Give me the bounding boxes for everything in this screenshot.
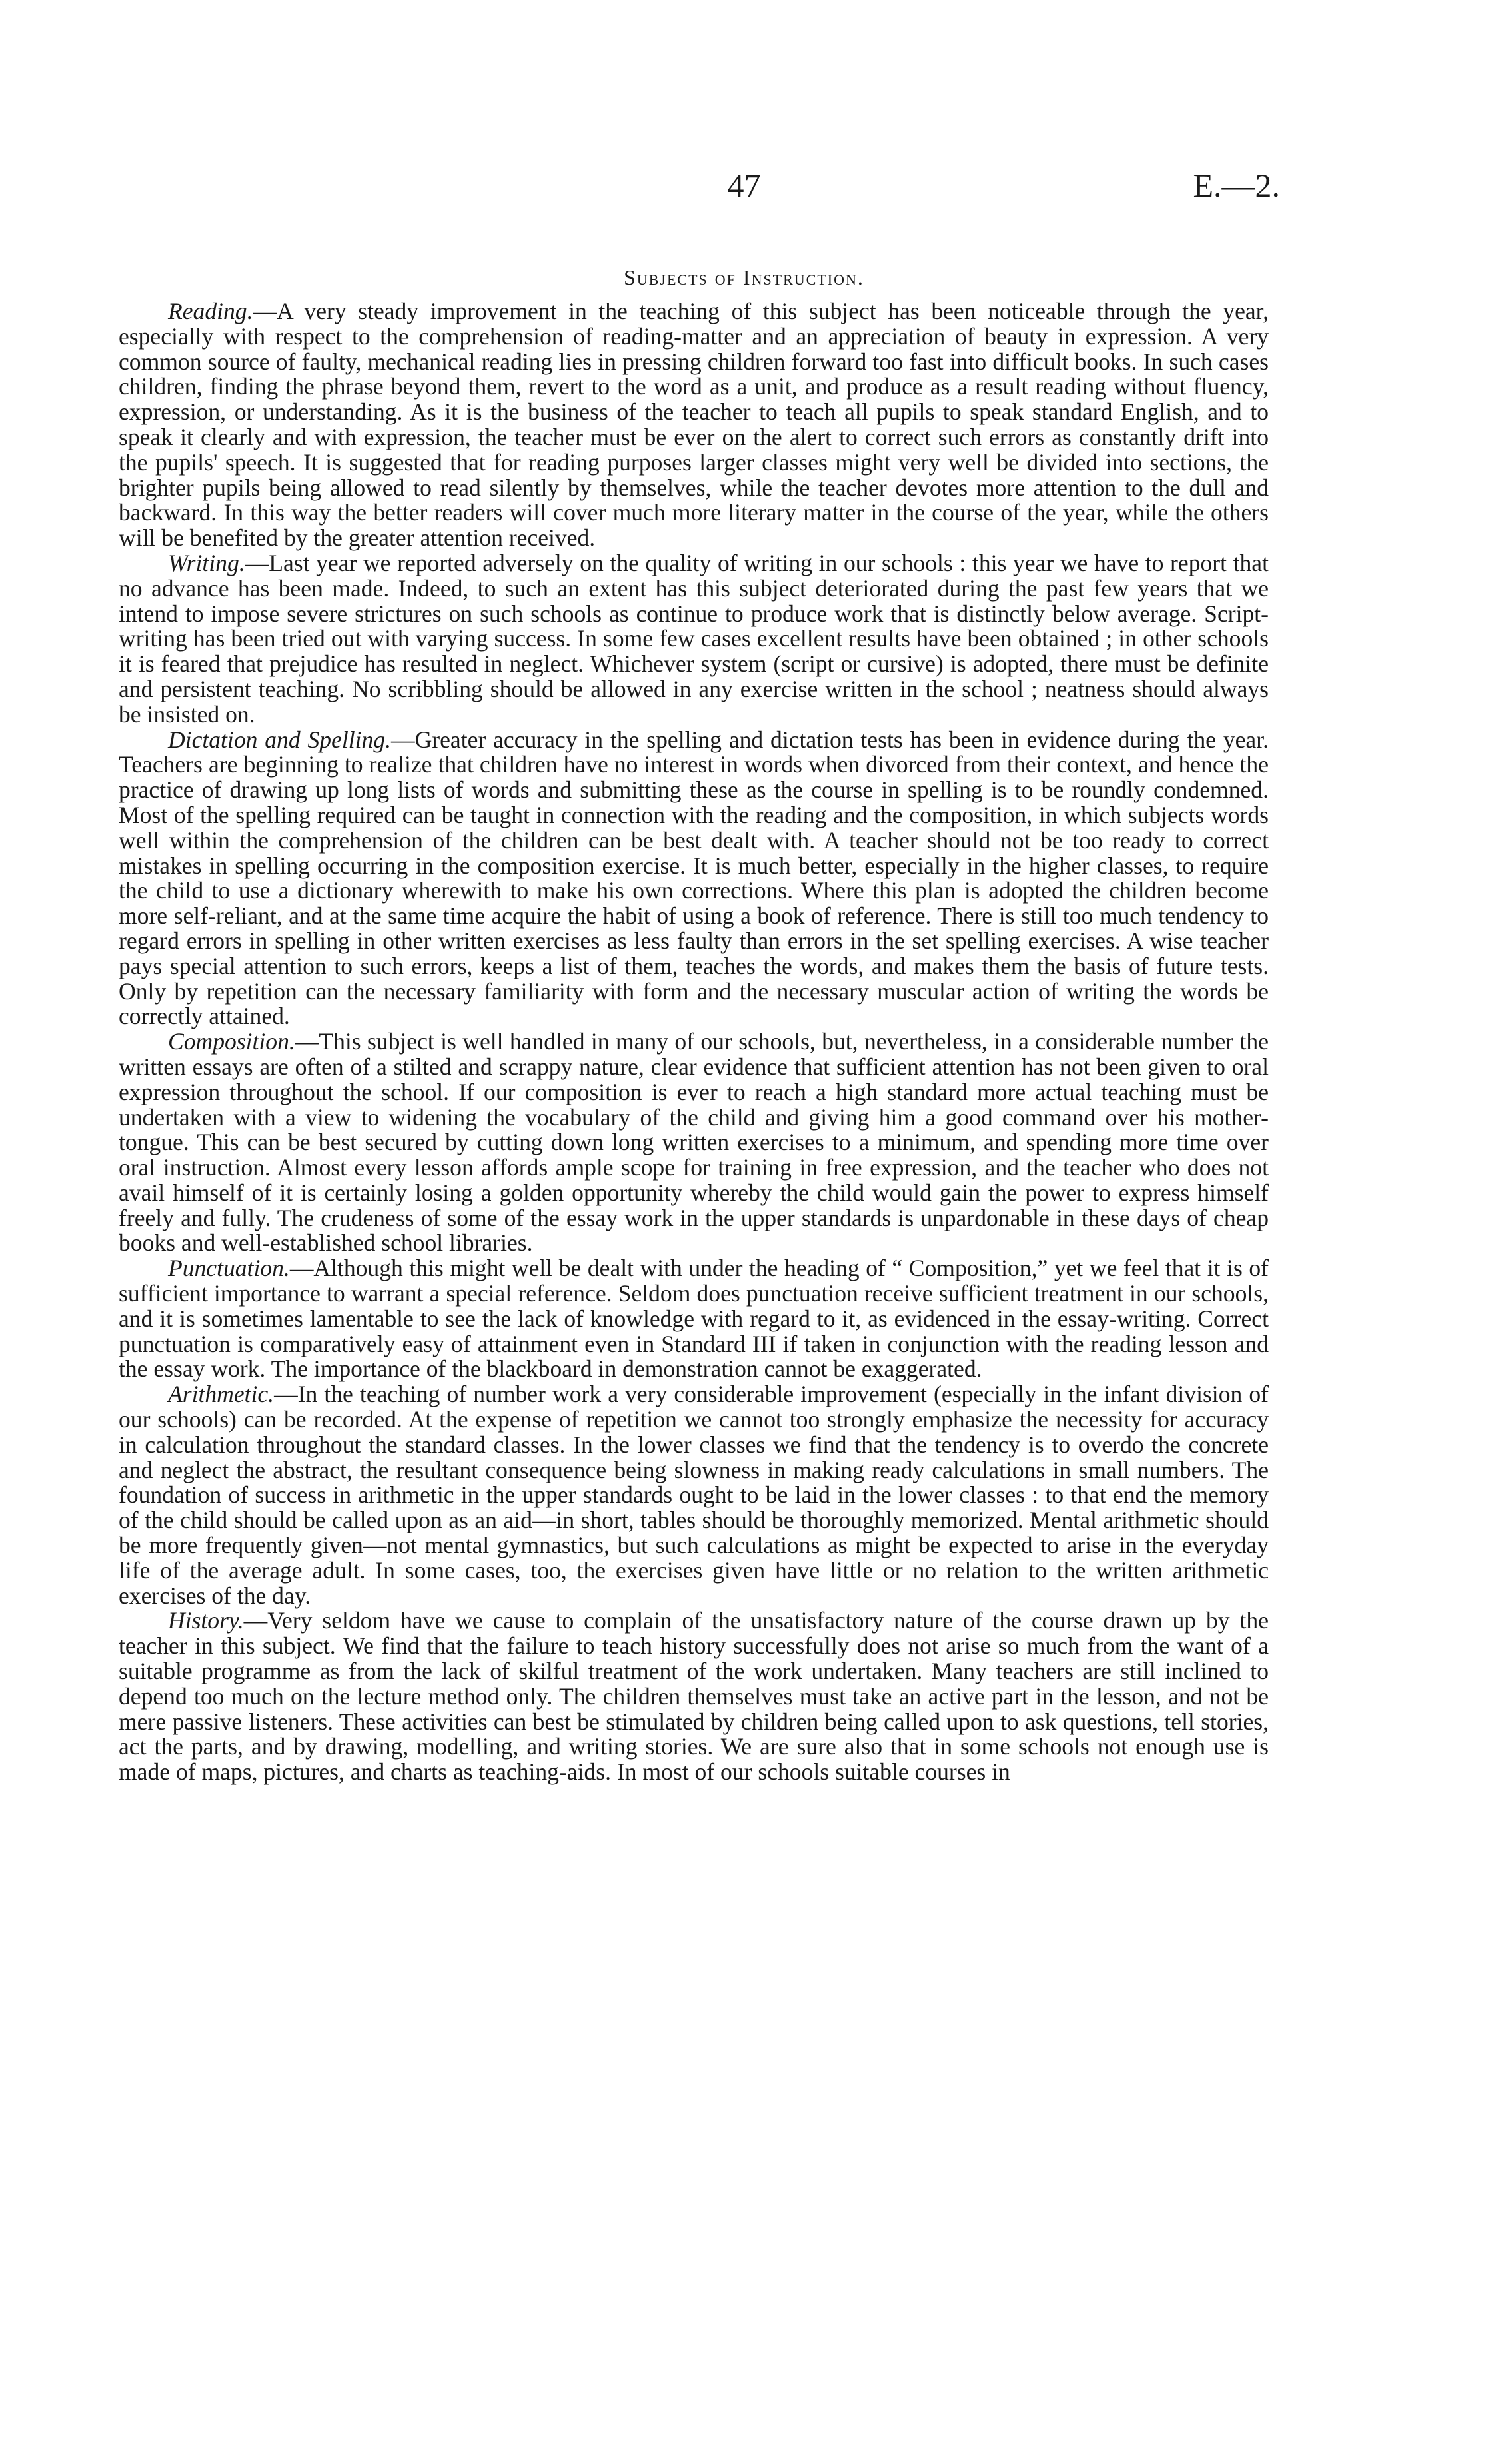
paragraph-lead: Dictation and Spelling. bbox=[168, 726, 392, 753]
paragraph-writing bbox=[119, 551, 1269, 728]
document-body bbox=[119, 299, 1269, 1785]
paragraph-lead: Writing. bbox=[168, 549, 245, 576]
paragraph-text: —A very steady improvement in the teaching of this subject has been noticeable through the year, especially with respect to the comprehension of reading-matter and an appreciation of beauty in expression. A very common source of faulty, mechanical reading lies in pressing children forward too fast into difficult books. In such cases children, finding the phrase beyond them, revert to the word as a unit, and produce as a result reading without fluency, expression, or understanding. As it is the business of the teacher to teach all pupils to speak standard English, and to speak it clearly and with expression, the teacher must be ever on the alert to correct such errors as constantly drift into the pupils' speech. It is suggested that for reading purposes larger classes might very well be divided into sections, the brighter pupils being allowed to read silently by themselves, while the teacher devotes more attention to the dull and backward. In this way the better readers will cover much more literary matter in the course of the year, while the others will be benefited by the greater attention received. bbox=[119, 298, 1269, 552]
paragraph-lead: Composition. bbox=[168, 1028, 295, 1055]
paragraph-arithmetic bbox=[119, 1382, 1269, 1608]
page-number: 47 bbox=[727, 167, 761, 204]
paragraph-text: —This subject is well handled in many of our schools, but, nevertheless, in a considerable number the written essays are often of a stilted and scrappy nature, clear evidence that sufficient attention has not been given to oral expression throughout the school. If our composition is ever to reach a high standard more actual teaching must be undertaken with a view to widening the vocabulary of the child and giving him a good command over his mother-tongue. This can be best secured by cutting down long written exercises to a minimum, and spending more time over oral instruction. Almost every lesson affords ample scope for training in free expression, and the teacher who does not avail himself of it is certainly losing a golden opportunity whereby the child would gain the power to express himself freely and fully. The crudeness of some of the essay work in the upper standards is unpardonable in these days of cheap books and well-established school libraries. bbox=[119, 1028, 1269, 1257]
paragraph-lead: Punctuation. bbox=[168, 1255, 290, 1282]
paragraph-lead: Reading. bbox=[168, 298, 253, 324]
paragraph-composition bbox=[119, 1029, 1269, 1256]
paragraph-text: —Although this might well be dealt with under the heading of “ Composition,” yet we feel that it is of sufficient importance to warrant a special reference. Seldom does punctuation receive sufficient treatment in our schools, and it is sometimes lamentable to see the lack of knowledge with regard to it, as evidenced in the essay-writing. Correct punctuation is comparatively easy of attainment even in Standard III if taken in conjunction with the reading lesson and the essay work. The importance of the blackboard in demonstration cannot be exaggerated. bbox=[119, 1255, 1269, 1383]
paragraph-reading bbox=[119, 299, 1269, 551]
paragraph-text: —Greater accuracy in the spelling and dictation tests has been in evidence during the year. Teachers are beginning to realize that children have no interest in words when divorced from their context, and hence the practice of drawing up long lists of words and submitting these as the course in spelling is to be roundly condemned. Most of the spelling required can be taught in connection with the reading and the composition, in which subjects words well within the comprehension of the children can be best dealt with. A teacher should not be too ready to correct mistakes in spelling occurring in the composition exercise. It is much better, especially in the higher classes, to require the child to use a dictionary wherewith to make his own corrections. Where this plan is adopted the children become more self-reliant, and at the same time acquire the habit of using a book of reference. There is still too much tendency to regard errors in spelling in other written exercises as less faulty than errors in the set spelling exercises. A wise teacher pays special attention to such errors, keeps a list of them, teaches the words, and makes them the basis of future tests. Only by repetition can the necessary familiarity with form and the necessary muscular action of writing the words be correctly attained. bbox=[119, 726, 1269, 1030]
paragraph-text: —Very seldom have we cause to complain of the unsatisfactory nature of the course drawn up by the teacher in this subject. We find that the failure to teach history successfully does not arise so much from the want of a suitable programme as from the lack of skilful treatment of the work undertaken. Many teachers are still inclined to depend too much on the lecture method only. The children themselves must take an active part in the lesson, and not be mere passive listeners. These activities can best be stimulated by children being called upon to ask questions, tell stories, act the parts, and by drawing, modelling, and writing stories. We are sure also that in some schools not enough use is made of maps, pictures, and charts as teaching-aids. In most of our schools suitable courses in bbox=[119, 1607, 1269, 1786]
paragraph-lead: History. bbox=[168, 1607, 244, 1634]
paragraph-history bbox=[119, 1608, 1269, 1785]
paragraph-punctuation bbox=[119, 1256, 1269, 1382]
paragraph-text: —Last year we reported adversely on the quality of writing in our schools : this year we have to report that no advance has been made. Indeed, to such an extent has this subject deteriorated during the past few years that we intend to impose severe strictures on such schools as continue to produce work that is distinctly below average. Script-writing has been tried out with varying success. In some few cases excellent results have been obtained ; in other schools it is feared that prejudice has resulted in neglect. Whichever system (script or cursive) is adopted, there must be definite and persistent teaching. No scribbling should be allowed in any exercise written in the school ; neatness should always be insisted on. bbox=[119, 549, 1269, 728]
paragraph-lead: Arithmetic. bbox=[168, 1381, 275, 1408]
document-reference: E.—2. bbox=[1193, 167, 1280, 204]
paragraph-text: —In the teaching of number work a very considerable improvement (especially in the infant division of our schools) can be recorded. At the expense of repetition we cannot too strongly emphasize the necessity for accuracy in calculation throughout the standard classes. In the lower classes we find that the tendency is to overdo the concrete and neglect the abstract, the resultant consequence being slowness in making ready calculations in small numbers. The foundation of success in arithmetic in the upper standards ought to be laid in the lower classes : to that end the memory of the child should be called upon as an aid—in short, tables should be thoroughly memorized. Mental arithmetic should be more frequently given—not mental gymnastics, but such calculations as might be expected to arise in the everyday life of the average adult. In some cases, too, the exercises given have little or no relation to the written arithmetic exercises of the day. bbox=[119, 1381, 1269, 1609]
paragraph-dictation-spelling bbox=[119, 728, 1269, 1030]
section-heading: Subjects of Instruction. bbox=[624, 265, 864, 289]
